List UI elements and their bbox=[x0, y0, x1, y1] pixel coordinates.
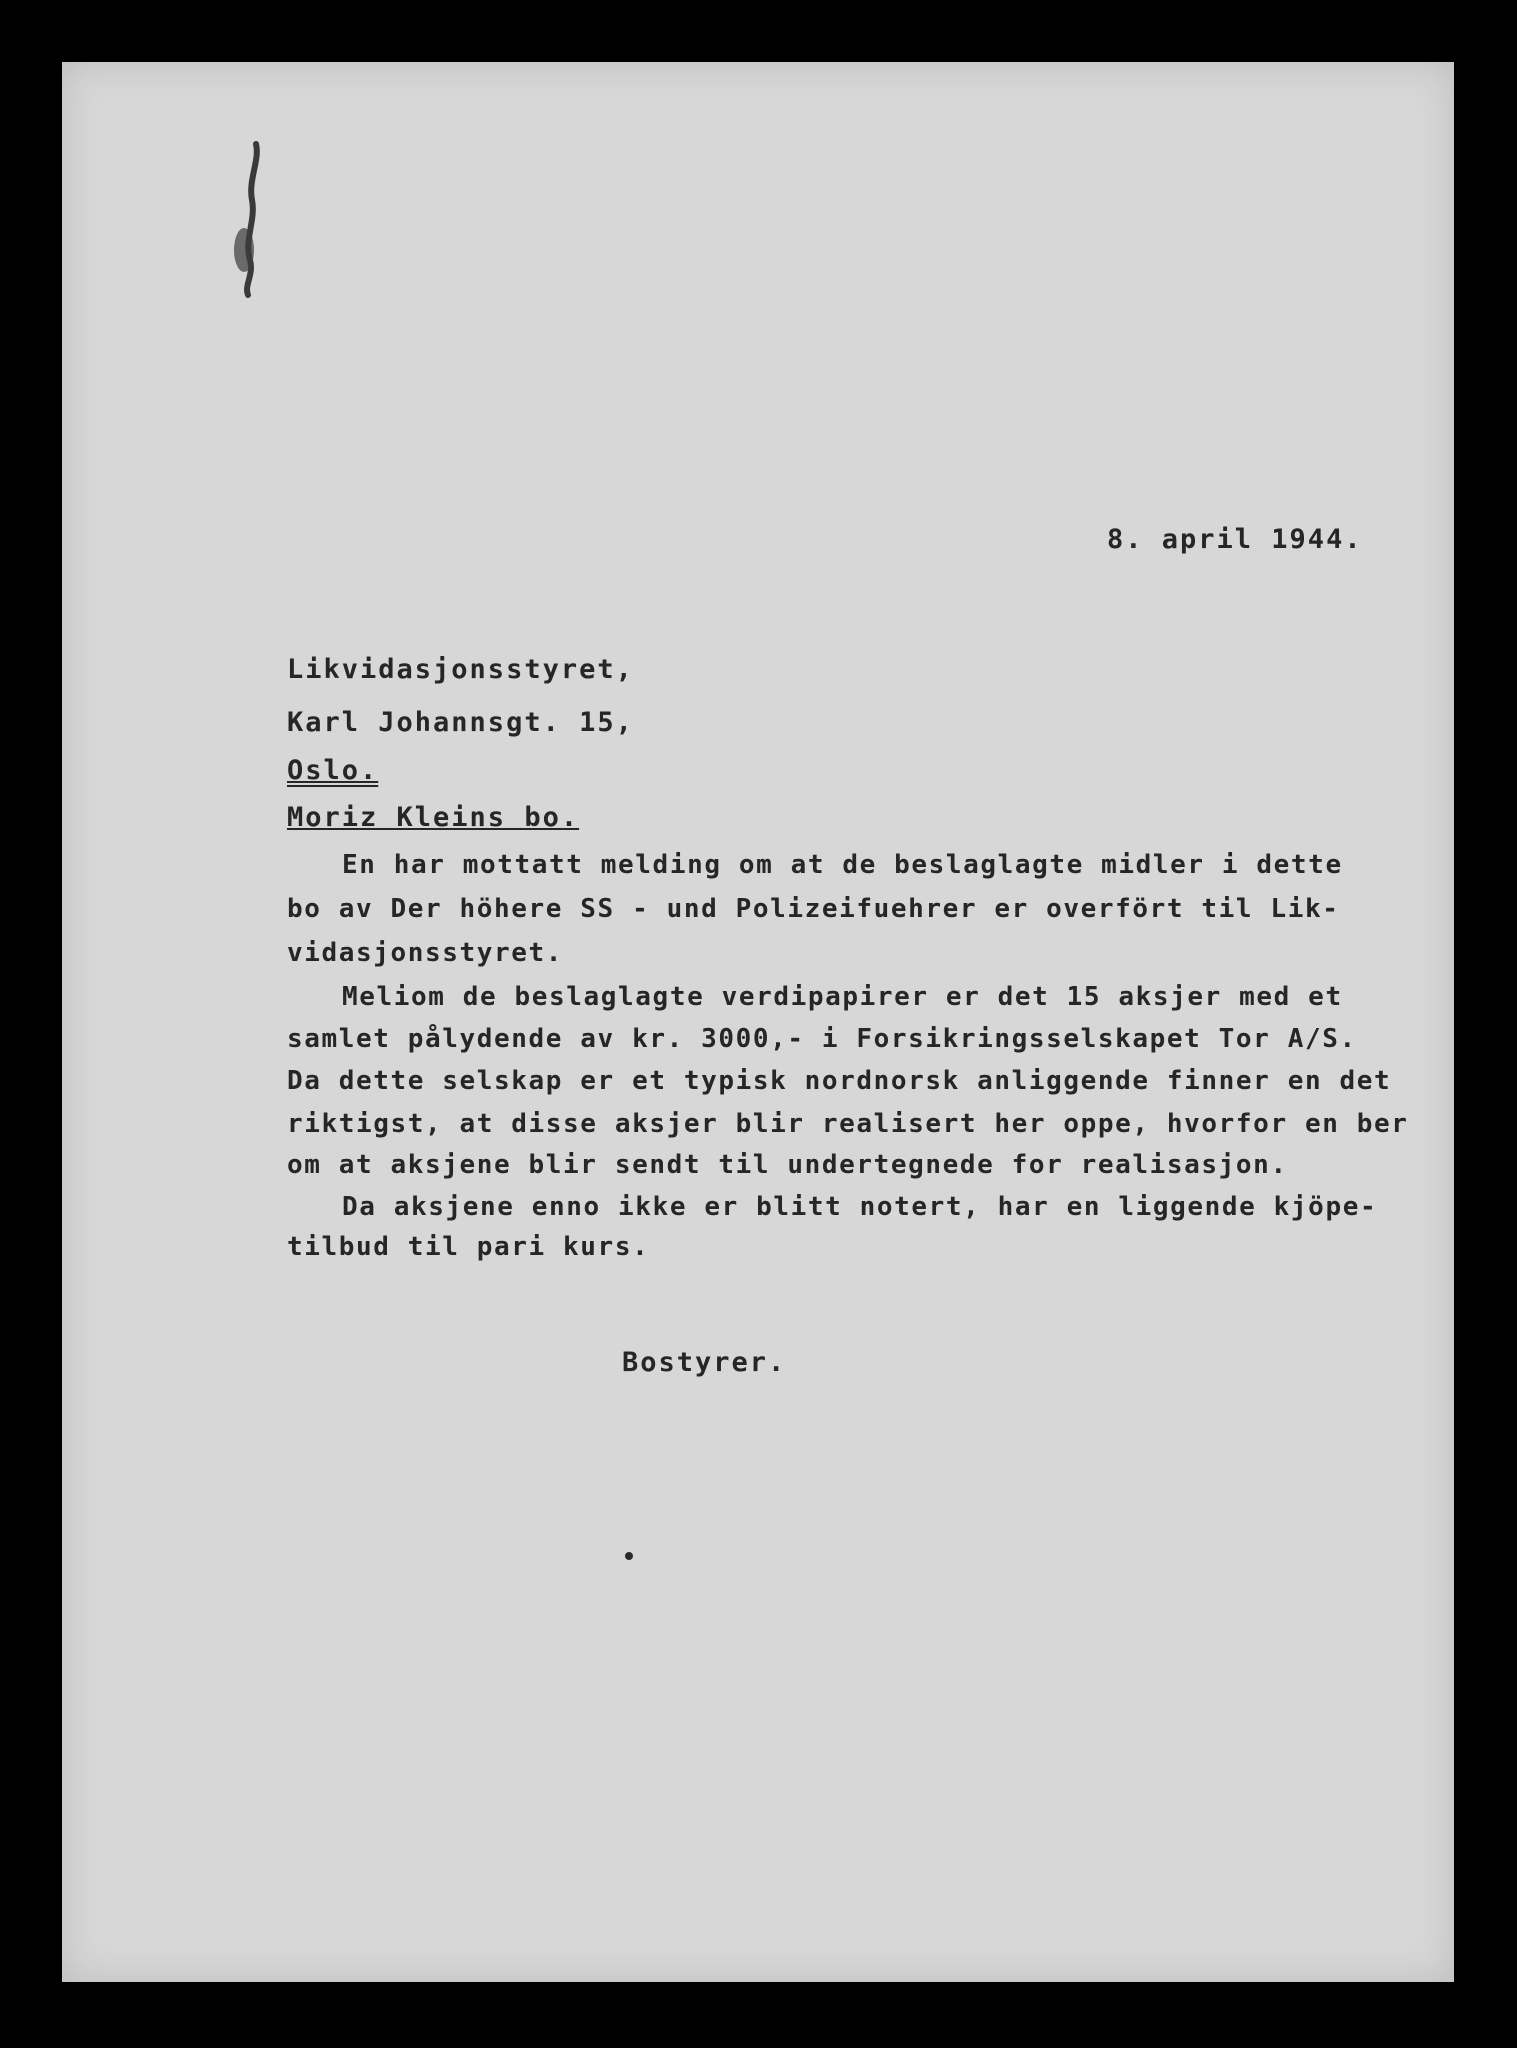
staple-mark-icon bbox=[230, 140, 274, 300]
body-line: om at aksjene blir sendt til undertegnede for realisasjon. bbox=[287, 1150, 1288, 1180]
ink-dot-icon bbox=[625, 1552, 633, 1560]
body-line: samlet pålydende av kr. 3000,- i Forsikringsselskapet Tor A/S. bbox=[287, 1024, 1357, 1054]
body-line: Da aksjene enno ikke er blitt notert, har en liggende kjöpe- bbox=[342, 1192, 1378, 1222]
letter-subject: Moriz Kleins bo. bbox=[287, 802, 580, 833]
body-line: Meliom de beslaglagte verdipapirer er det 15 aksjer med et bbox=[342, 982, 1343, 1012]
letter-closing: Bostyrer. bbox=[622, 1347, 787, 1378]
letter-page bbox=[62, 62, 1454, 1982]
body-line: Da dette selskap er et typisk nordnorsk anliggende finner en det bbox=[287, 1066, 1392, 1096]
recipient-line-3: Oslo. bbox=[287, 755, 379, 786]
letter-date: 8. april 1944. bbox=[1107, 524, 1363, 555]
body-line: tilbud til pari kurs. bbox=[287, 1232, 650, 1262]
body-line: En har mottatt melding om at de beslaglagte midler i dette bbox=[342, 850, 1343, 880]
body-line: bo av Der höhere SS - und Polizeifuehrer er overfört til Lik- bbox=[287, 894, 1340, 924]
body-line: vidasjonsstyret. bbox=[287, 938, 564, 968]
recipient-line-2: Karl Johannsgt. 15, bbox=[287, 707, 634, 738]
recipient-line-1: Likvidasjonsstyret, bbox=[287, 654, 634, 685]
body-line: riktigst, at disse aksjer blir realisert her oppe, hvorfor en ber bbox=[287, 1109, 1409, 1139]
